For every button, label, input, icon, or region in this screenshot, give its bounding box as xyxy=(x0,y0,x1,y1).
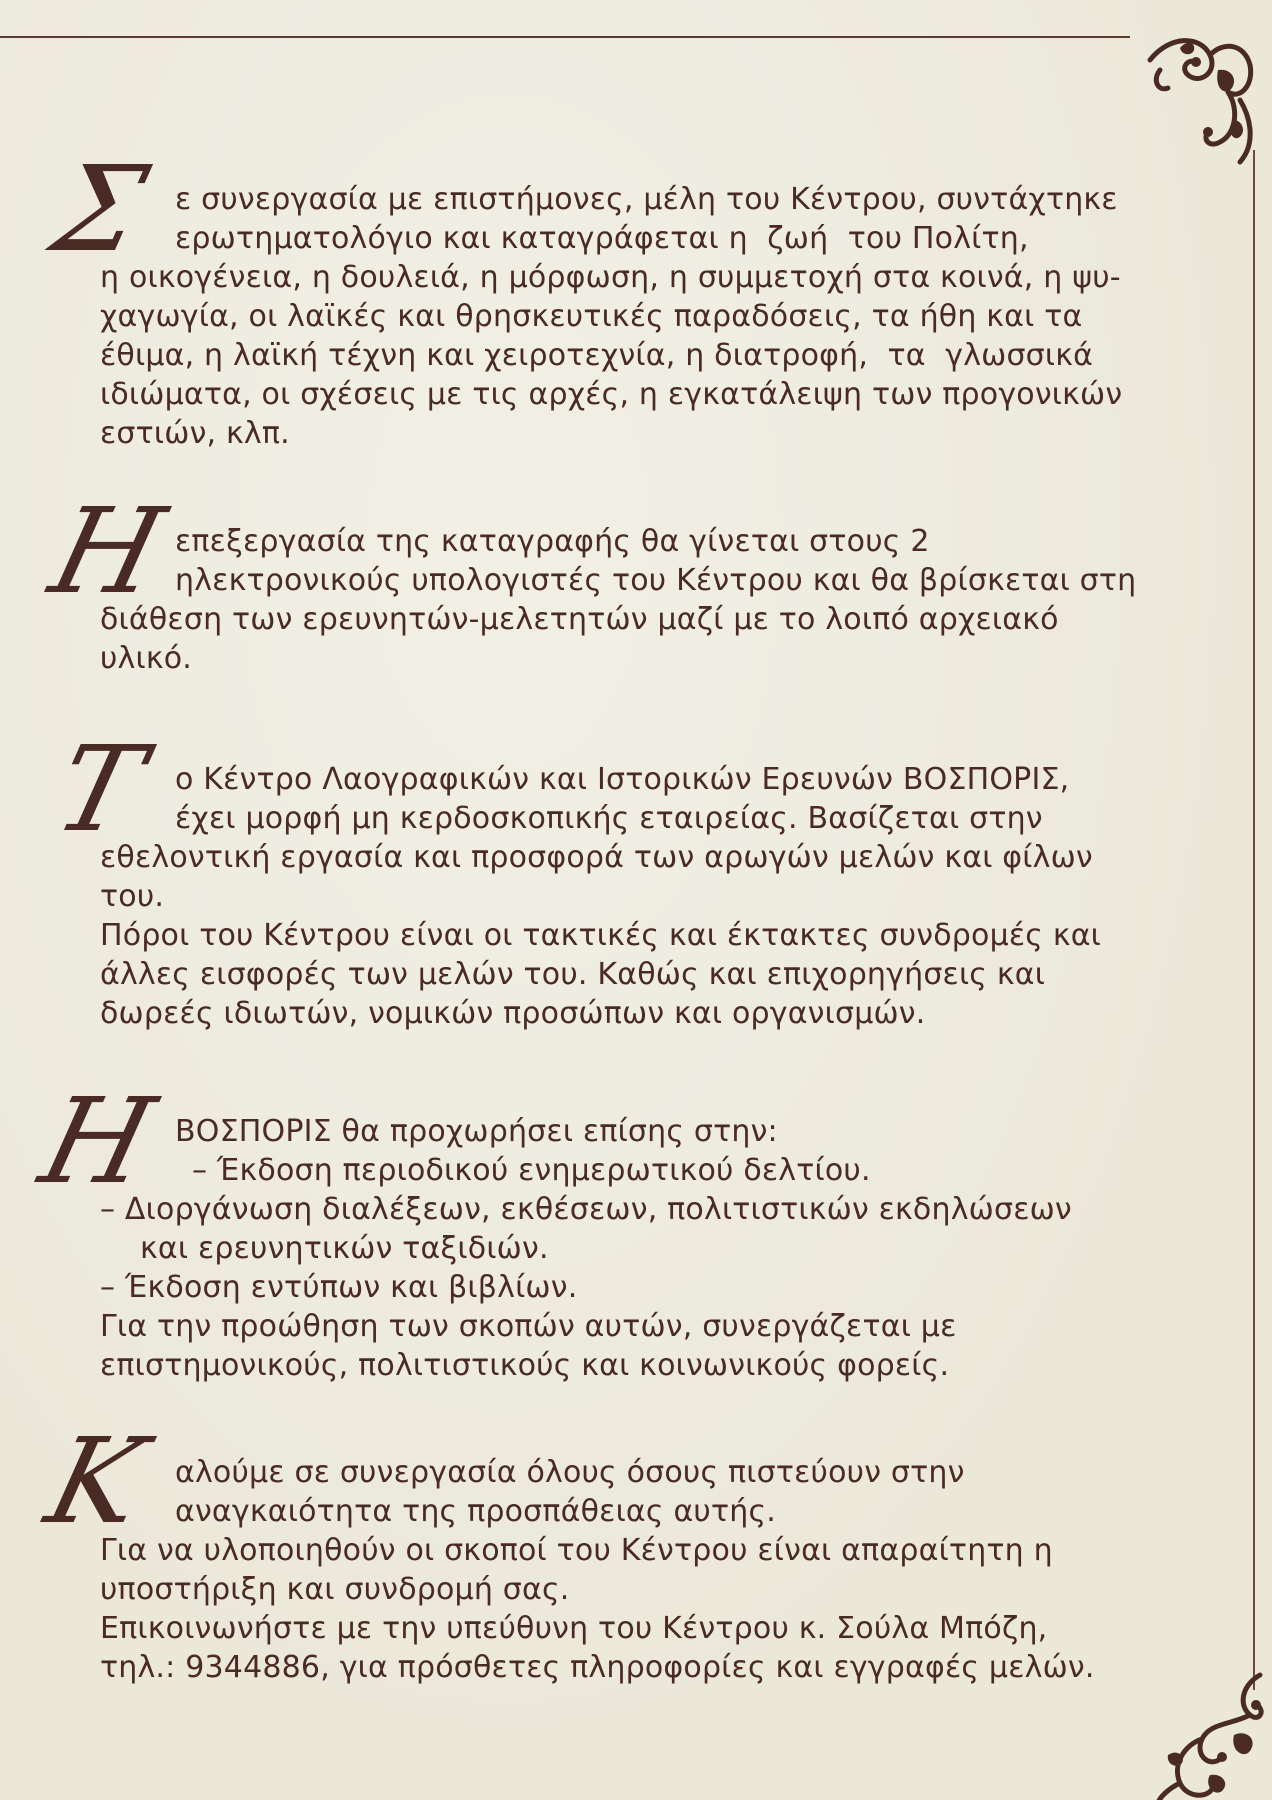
text-line: έχει μορφή μη κερδοσκοπικής εταιρείας. Βασίζεται στην xyxy=(175,801,1043,836)
text-line: η οικογένεια, η δουλειά, η μόρφωση, η συμμετοχή στα κοινά, η ψυ- xyxy=(100,260,1121,295)
text-line: ο Κέντρο Λαογραφικών και Ιστορικών Ερευνών ΒΟΣΠΟΡΙΣ, xyxy=(175,762,1070,797)
text-line: εστιών, κλπ. xyxy=(100,416,290,451)
paragraph-organization xyxy=(100,760,1140,1033)
text-line: Για να υλοποιηθούν οι σκοποί του Κέντρου είναι απαραίτητη η xyxy=(100,1533,1053,1568)
text-line: Επικοινωνήστε με την υπεύθυνη του Κέντρου κ. Σούλα Μπόζη, xyxy=(100,1611,1048,1646)
text-line: υποστήριξη και συνδρομή σας. xyxy=(100,1572,570,1607)
list-item-continuation: και ερευνητικών ταξιδιών. xyxy=(140,1231,549,1266)
text-line: επιστημονικούς, πολιτιστικούς και κοινωνικούς φορείς. xyxy=(100,1348,950,1383)
text-line: διάθεση των ερευνητών-μελετητών μαζί με το λοιπό αρχειακό xyxy=(100,602,1059,637)
drop-cap: Σ xyxy=(40,140,159,278)
text-line: τηλ.: 9344886, για πρόσθετες πληροφορίες και εγγραφές μελών. xyxy=(100,1650,1095,1685)
text-line: του. xyxy=(100,879,165,914)
text-line: ηλεκτρονικούς υπολογιστές του Κέντρου και θα βρίσκεται στη xyxy=(175,563,1137,598)
flourish-ornament-icon xyxy=(1140,30,1260,170)
list-item: – Έκδοση εντύπων και βιβλίων. xyxy=(100,1270,578,1305)
text-line: αναγκαιότητα της προσπάθειας αυτής. xyxy=(175,1494,776,1529)
text-line: εθελοντική εργασία και προσφορά των αρωγών μελών και φίλων xyxy=(100,840,1093,875)
drop-cap: Τ xyxy=(42,720,156,858)
text-line: δωρεές ιδιωτών, νομικών προσώπων και οργανισμών. xyxy=(100,996,926,1031)
drop-cap: Κ xyxy=(34,1412,158,1550)
text-line: επεξεργασία της καταγραφής θα γίνεται στους 2 xyxy=(175,524,930,559)
text-line: ΒΟΣΠΟΡΙΣ θα προχωρήσει επίσης στην: xyxy=(175,1114,778,1149)
paragraph-survey xyxy=(100,180,1140,453)
text-line: Για την προώθηση των σκοπών αυτών, συνεργάζεται με xyxy=(100,1309,957,1344)
text-line: Πόροι του Κέντρου είναι οι τακτικές και έκτακτες συνδρομές και xyxy=(100,918,1102,953)
text-line: ιδιώματα, οι σχέσεις με τις αρχές, η εγκατάλειψη των προγονικών xyxy=(100,377,1123,412)
text-line: ε συνεργασία με επιστήμονες, μέλη του Κέντρου, συντάχτηκε xyxy=(175,182,1118,217)
text-line: υλικό. xyxy=(100,641,193,676)
flourish-ornament-icon xyxy=(1150,1665,1270,1800)
list-item: – Διοργάνωση διαλέξεων, εκθέσεων, πολιτιστικών εκδηλώσεων xyxy=(100,1192,1072,1227)
text-line: ερωτηματολόγιο και καταγράφεται η ζωή του Πολίτη, xyxy=(175,221,1029,256)
drop-cap: Η xyxy=(38,482,177,620)
paragraph-processing xyxy=(100,522,1140,678)
text-line: αλούμε σε συνεργασία όλους όσους πιστεύουν στην xyxy=(175,1455,965,1490)
paragraph-invitation xyxy=(100,1453,1140,1687)
drop-cap: Η xyxy=(28,1072,167,1210)
right-rule xyxy=(1253,150,1255,1690)
paragraph-activities xyxy=(100,1112,1140,1385)
text-line: χαγωγία, οι λαϊκές και θρησκευτικές παραδόσεις, τα ήθη και τα xyxy=(100,299,1083,334)
text-line: έθιμα, η λαϊκή τέχνη και χειροτεχνία, η διατροφή, τα γλωσσικά xyxy=(100,338,1094,373)
list-item: – Έκδοση περιοδικού ενημερωτικού δελτίου. xyxy=(192,1153,871,1188)
text-line: άλλες εισφορές των μελών του. Καθώς και επιχορηγήσεις και xyxy=(100,957,1046,992)
top-rule xyxy=(0,36,1130,38)
